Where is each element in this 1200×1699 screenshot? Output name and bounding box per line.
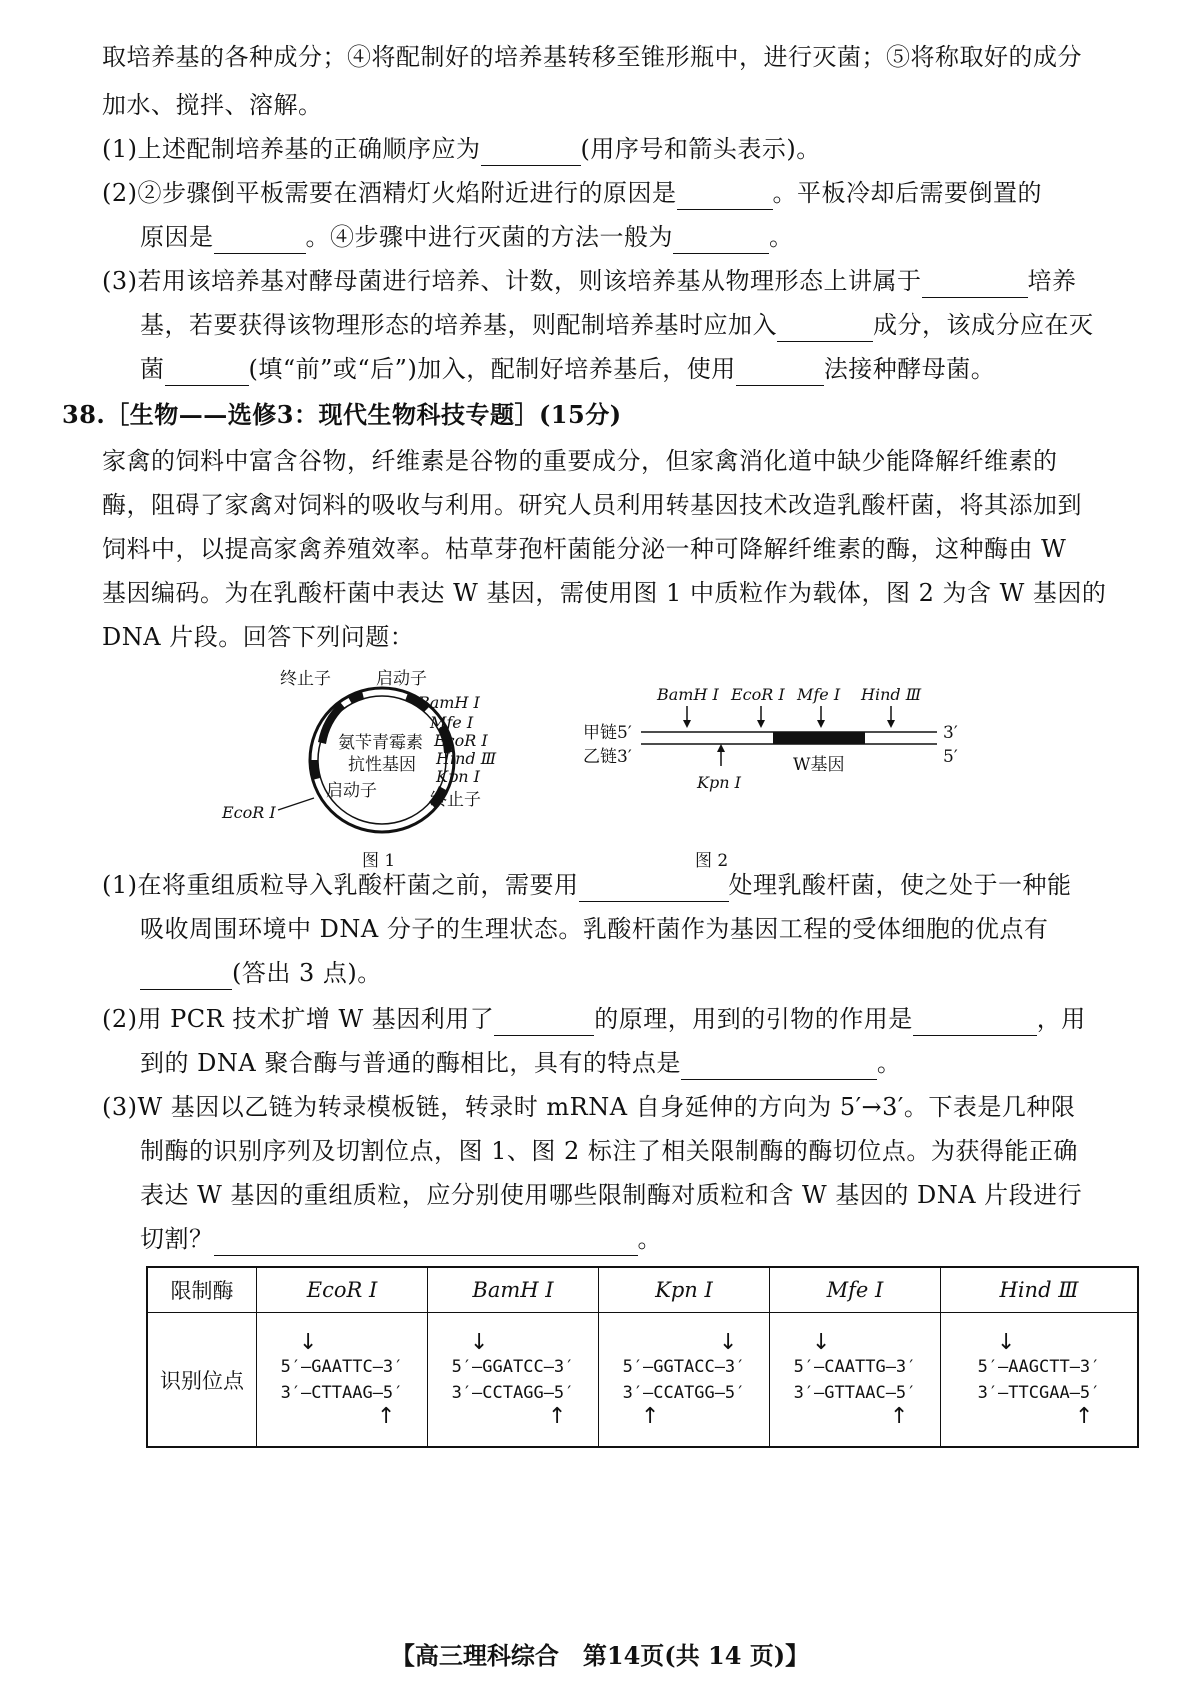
answer-blank[interactable] [579,875,729,902]
page-footer: 【高三理科综合 第14页(共 14 页)】 [390,1641,810,1670]
cut-arrow-down: ↓ [719,1329,738,1355]
answer-blank[interactable] [140,963,232,990]
strand-b-end: 5′ [943,747,958,767]
strand-b-label: 乙链3′ [583,747,632,767]
terminator-bottom-label: 终止子 [430,790,481,810]
question-38-header: 38.［生物——选修3：现代生物科技专题］(15分) [62,400,622,429]
sub3-line3: 表达 W 基因的重组质粒，应分别使用哪些限制酶对质粒和含 W 基因的 DNA 片段进行 [140,1181,1083,1209]
sub1-line2: 吸收周围环境中 DNA 分子的生理状态。乳酸杆菌作为基因工程的受体细胞的优点有 [140,915,1049,943]
arrow-bamhi-head [683,720,691,728]
q38-para-line-2: 酶，阻碍了家禽对饲料的吸收与利用。研究人员利用转基因技术改造乳酸杆菌，将其添加到 [102,491,1082,519]
fig2-ecori-label: EcoR Ⅰ [731,685,785,704]
answer-blank[interactable] [736,359,824,386]
answer-blank[interactable] [922,271,1028,298]
arrow-hindiii-head [887,720,895,728]
mfei-label: Mfe Ⅰ [430,713,474,732]
sub3-line4: 切割？ 。 [140,1222,662,1256]
site-kpni-bottom: 3′—CCATGG—5′ [622,1382,746,1403]
cut-arrow-up: ↑ [890,1403,909,1429]
arrow-ecori-head [757,720,765,728]
site-kpni-top: 5′—GGTACC—3′ [622,1356,746,1377]
prev-q3-line3: 菌 (填“前”或“后”)加入，配制好培养基后，使用 法接种酵母菌。 [140,352,995,386]
sub1-line3: (答出 3 点)。 [140,956,382,990]
answer-blank[interactable] [673,227,769,254]
prev-q3-line1: (3)若用该培养基对酵母菌进行培养、计数，则该培养基从物理形态上讲属于 培养 [102,264,1077,298]
w-gene-label: W基因 [793,755,845,775]
cut-arrow-down: ↓ [299,1329,318,1355]
prev-q1: (1)上述配制培养基的正确顺序应为 (用序号和箭头表示)。 [102,132,821,166]
resistance-label-2: 抗性基因 [348,755,416,775]
site-bamhi [428,1313,599,1448]
cut-arrow-up: ↑ [1075,1403,1094,1429]
terminator-top-label: 终止子 [280,669,331,689]
ecori-right-label: EcoR Ⅰ [434,731,488,750]
restriction-enzyme-table [146,1266,1139,1448]
recognition-site-row [147,1313,1138,1448]
cut-arrow-down: ↓ [812,1329,831,1355]
kpni-label: Kpn Ⅰ [436,767,480,786]
answer-blank[interactable] [494,1009,594,1036]
enzyme-name-kpni: Kpn Ⅰ [599,1267,770,1313]
sub3-line1: (3)W 基因以乙链为转录模板链，转录时 mRNA 自身延伸的方向为 5′→3′。下表是几种限 [102,1093,1076,1121]
row-header-enzyme: 限制酶 [147,1267,257,1313]
sub3-line2: 制酶的识别序列及切割位点，图 1、图 2 标注了相关限制酶的酶切位点。为获得能正确 [140,1137,1078,1165]
arrow-mfei-head [817,720,825,728]
ecori-left-label: EcoR Ⅰ [222,803,276,822]
cut-arrow-up: ↑ [548,1403,567,1429]
q38-para-line-1: 家禽的饲料中富含谷物，纤维素是谷物的重要成分，但家禽消化道中缺少能降解纤维素的 [102,447,1058,475]
fig2-kpni-label: Kpn Ⅰ [697,773,741,792]
sub1-line1: (1)在将重组质粒导入乳酸杆菌之前，需要用 处理乳酸杆菌，使之处于一种能 [102,868,1072,902]
sub2-line1: (2)用 PCR 技术扩增 W 基因利用了 的原理，用到的引物的作用是 ，用 [102,1002,1086,1036]
site-kpni [599,1313,770,1448]
answer-blank[interactable] [214,227,306,254]
answer-blank[interactable] [481,139,581,166]
answer-blank[interactable] [681,1053,877,1080]
bamhi-label: BamH Ⅰ [418,693,480,712]
answer-blank[interactable] [214,1229,638,1256]
prev-q2-line1: (2)②步骤倒平板需要在酒精灯火焰附近进行的原因是 。平板冷却后需要倒置的 [102,176,1042,210]
cut-arrow-down: ↓ [470,1329,489,1355]
enzyme-name-hindiii: Hind Ⅲ [941,1267,1139,1313]
enzyme-name-mfei: Mfe Ⅰ [770,1267,941,1313]
figure-2-dna-fragment [585,680,965,880]
fig2-hindiii-label: Hind Ⅲ [861,685,922,704]
site-mfei [770,1313,941,1448]
cut-arrow-up: ↑ [641,1403,660,1429]
answer-blank[interactable] [677,183,773,210]
enzyme-name-ecori: EcoR Ⅰ [257,1267,428,1313]
figure-1-caption: 图 1 [362,851,396,871]
fig2-mfei-label: Mfe Ⅰ [797,685,841,704]
strand-a-label: 甲链5′ [583,723,632,743]
strand-a-end: 3′ [943,723,958,743]
resistance-label-1: 氨苄青霉素 [338,733,423,753]
site-hindiii-top: 5′—AAGCTT—3′ [977,1356,1101,1377]
w-gene-block [773,732,865,744]
figure-2-caption: 图 2 [695,851,729,871]
site-bamhi-bottom: 3′—CCTAGG—5′ [451,1382,575,1403]
answer-blank[interactable] [777,315,873,342]
arrow-kpni-head [717,744,725,752]
prev-q3-line2: 基，若要获得该物理形态的培养基，则配制培养基时应加入 成分，该成分应在灭 [140,308,1094,342]
cut-arrow-up: ↑ [377,1403,396,1429]
fig2-bamhi-label: BamH Ⅰ [657,685,719,704]
q38-para-line-4: 基因编码。为在乳酸杆菌中表达 W 基因，需使用图 1 中质粒作为载体，图 2 为含 W 基因的 [102,579,1107,607]
site-ecori-bottom: 3′—CTTAAG—5′ [280,1382,404,1403]
cut-arrow-down: ↓ [997,1329,1016,1355]
site-ecori [257,1313,428,1448]
ecori-left-pointer [278,798,314,810]
promoter-inner-label: 启动子 [326,781,377,801]
hindiii-label: Hind Ⅲ [436,749,497,768]
site-hindiii-bottom: 3′—TTCGAA—5′ [977,1382,1101,1403]
intro-line-1: 取培养基的各种成分；④将配制好的培养基转移至锥形瓶中，进行灭菌；⑤将称取好的成分 [102,43,1082,71]
row-header-site: 识别位点 [147,1313,257,1448]
prev-q2-line2: 原因是 。④步骤中进行灭菌的方法一般为 。 [140,220,794,254]
site-ecori-top: 5′—GAATTC—3′ [280,1356,404,1377]
enzyme-name-row [147,1267,1138,1313]
sub2-line2: 到的 DNA 聚合酶与普通的酶相比，具有的特点是 。 [140,1046,901,1080]
intro-line-2: 加水、搅拌、溶解。 [102,91,323,119]
site-bamhi-top: 5′—GGATCC—3′ [451,1356,575,1377]
figure-1-plasmid [222,660,570,880]
site-mfei-bottom: 3′—GTTAAC—5′ [793,1382,917,1403]
q38-para-line-5: DNA 片段。回答下列问题： [102,623,415,651]
site-hindiii [941,1313,1139,1448]
answer-blank[interactable] [913,1009,1037,1036]
q38-para-line-3: 饲料中，以提高家禽养殖效率。枯草芽孢杆菌能分泌一种可降解纤维素的酶，这种酶由 W [102,535,1067,563]
answer-blank[interactable] [165,359,249,386]
promoter-top-label: 启动子 [376,669,427,689]
site-mfei-top: 5′—CAATTG—3′ [793,1356,917,1377]
enzyme-name-bamhi: BamH Ⅰ [428,1267,599,1313]
